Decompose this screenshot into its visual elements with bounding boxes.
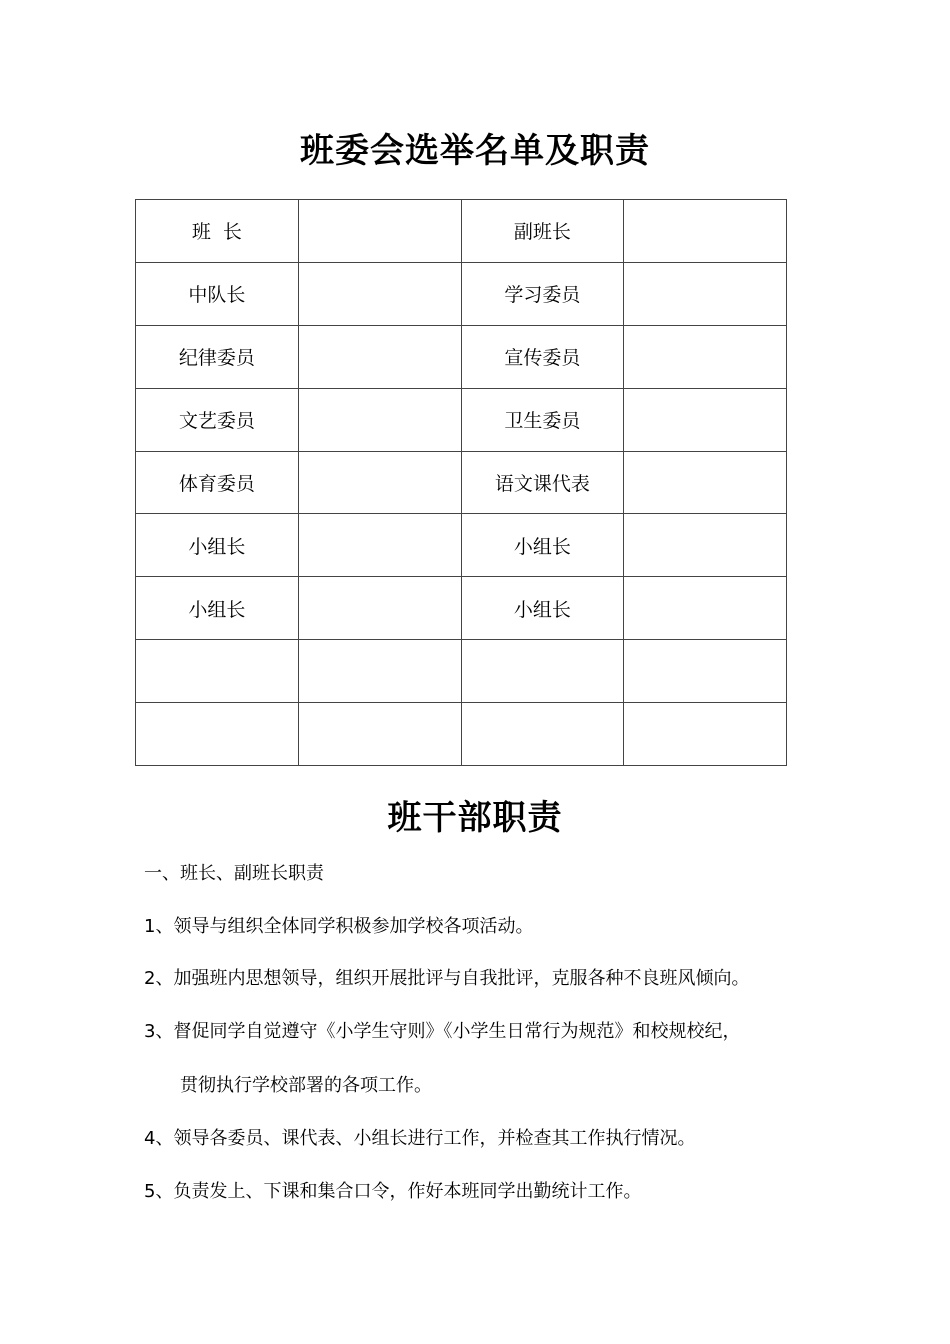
role-cell <box>136 703 299 766</box>
name-cell <box>298 703 461 766</box>
name-cell <box>298 200 461 263</box>
role-cell: 宣传委员 <box>461 325 624 388</box>
name-cell <box>624 577 787 640</box>
name-cell <box>298 640 461 703</box>
role-cell: 纪律委员 <box>136 325 299 388</box>
table-row <box>136 703 787 766</box>
table-row <box>136 514 787 577</box>
name-cell <box>298 325 461 388</box>
duty-heading: 一、班长、副班长职责 <box>144 863 324 884</box>
role-cell: 文艺委员 <box>136 388 299 451</box>
name-cell <box>624 262 787 325</box>
role-cell: 副班长 <box>461 200 624 263</box>
name-cell <box>298 451 461 514</box>
name-cell <box>298 388 461 451</box>
name-cell <box>624 388 787 451</box>
role-cell: 小组长 <box>136 514 299 577</box>
duty-item-continuation: 贯彻执行学校部署的各项工作。 <box>180 1075 432 1096</box>
role-cell: 小组长 <box>461 514 624 577</box>
table-row <box>136 262 787 325</box>
duties-list <box>144 848 834 1218</box>
role-cell <box>461 640 624 703</box>
name-cell <box>298 577 461 640</box>
name-cell <box>624 325 787 388</box>
role-cell: 体育委员 <box>136 451 299 514</box>
duty-item: 2、加强班内思想领导，组织开展批评与自我批评，克服各种不良班风倾向。 <box>144 968 750 989</box>
role-cell <box>461 703 624 766</box>
duty-item: 3、督促同学自觉遵守《小学生守则》《小学生日常行为规范》和校规校纪， <box>144 1020 741 1042</box>
table-row <box>136 640 787 703</box>
name-cell <box>624 640 787 703</box>
role-cell: 卫生委员 <box>461 388 624 451</box>
table-row <box>136 200 787 263</box>
name-cell <box>624 451 787 514</box>
name-cell <box>298 514 461 577</box>
name-cell <box>624 200 787 263</box>
name-cell <box>624 703 787 766</box>
duty-item: 4、领导各委员、课代表、小组长进行工作，并检查其工作执行情况。 <box>144 1128 696 1149</box>
table-row <box>136 325 787 388</box>
role-cell: 小组长 <box>136 577 299 640</box>
table-row <box>136 451 787 514</box>
role-cell <box>136 640 299 703</box>
section-title: 班干部职责 <box>387 798 563 838</box>
name-cell <box>624 514 787 577</box>
role-cell: 小组长 <box>461 577 624 640</box>
role-cell: 学习委员 <box>461 262 624 325</box>
duty-item: 1、领导与组织全体同学积极参加学校各项活动。 <box>144 915 534 937</box>
duty-item: 5、负责发上、下课和集合口令，作好本班同学出勤统计工作。 <box>144 1180 642 1202</box>
name-cell <box>298 262 461 325</box>
page-title: 班委会选举名单及职责 <box>300 131 650 171</box>
role-cell: 班 长 <box>136 200 299 263</box>
table-row <box>136 388 787 451</box>
role-cell: 中队长 <box>136 262 299 325</box>
role-cell: 语文课代表 <box>461 451 624 514</box>
table-row <box>136 577 787 640</box>
committee-roster-table <box>135 199 787 766</box>
